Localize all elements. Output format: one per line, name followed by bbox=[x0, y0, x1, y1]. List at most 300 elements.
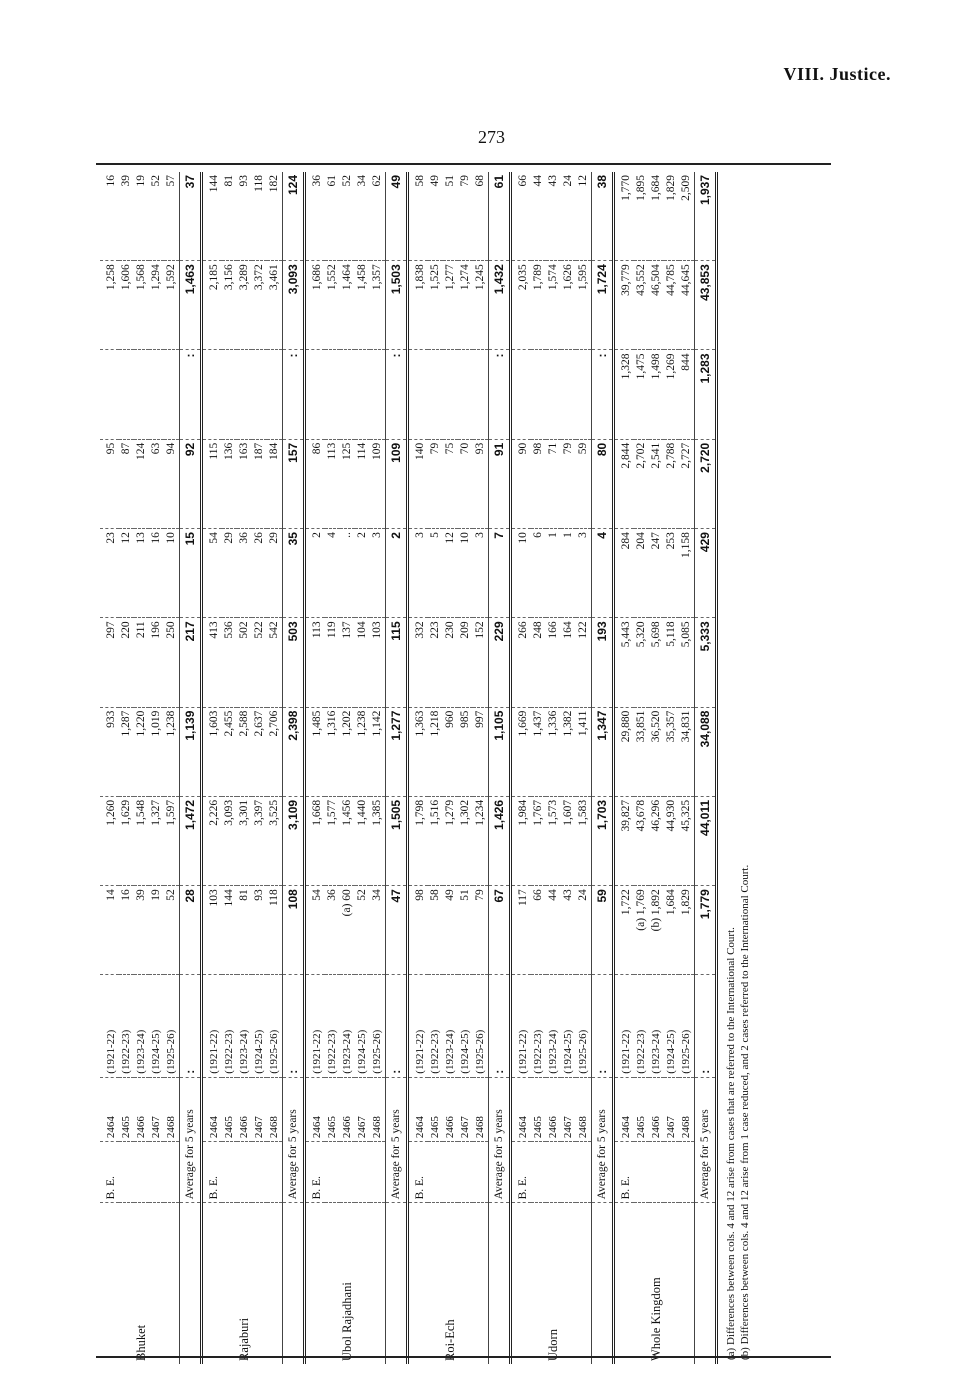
data-cell: 14 bbox=[100, 886, 119, 975]
data-cell: 1,269 bbox=[664, 350, 679, 439]
district-name: Ubol Rajadhani bbox=[340, 1282, 354, 1361]
data-cell: 536 bbox=[222, 618, 237, 707]
district-name: Udorn bbox=[546, 1329, 560, 1361]
average-cell: 1,426 bbox=[489, 796, 511, 885]
data-cell: 3 bbox=[473, 529, 489, 618]
year-be: 2466 bbox=[340, 1077, 355, 1141]
data-cell: 43 bbox=[561, 886, 576, 975]
year-period: (1924-25) bbox=[252, 975, 267, 1077]
data-cell: 844 bbox=[679, 350, 695, 439]
data-cell: 12 bbox=[443, 529, 458, 618]
data-cell: 98 bbox=[531, 439, 546, 528]
district-name bbox=[408, 1203, 429, 1364]
district-name bbox=[164, 1203, 180, 1364]
data-cell: 95 bbox=[100, 439, 119, 528]
average-cell: 429 bbox=[695, 529, 717, 618]
district-name bbox=[614, 1203, 635, 1364]
year-be: 2464 bbox=[408, 1077, 429, 1141]
average-cell: 1,503 bbox=[386, 261, 408, 350]
footnote-b: (b) Differences between cols. 4 and 12 arise from 1 case reduced, and 2 cases referred to the International Court. bbox=[739, 864, 751, 1360]
data-cell: 2 bbox=[305, 529, 326, 618]
average-cell: 1,472 bbox=[180, 796, 202, 885]
data-cell bbox=[561, 350, 576, 439]
data-cell: 16 bbox=[119, 886, 134, 975]
data-cell: 1,440 bbox=[355, 796, 370, 885]
data-cell: 29 bbox=[267, 529, 283, 618]
data-cell bbox=[252, 350, 267, 439]
district-name bbox=[267, 1203, 283, 1364]
year-period: (1924-25) bbox=[664, 975, 679, 1077]
data-cell: 1,294 bbox=[149, 261, 164, 350]
year-be: 2466 bbox=[649, 1077, 664, 1141]
era-label bbox=[267, 1142, 283, 1203]
data-cell: 1,238 bbox=[164, 707, 180, 796]
data-cell: 1,202 bbox=[340, 707, 355, 796]
data-cell: 2,509 bbox=[679, 172, 695, 261]
data-cell: 1,142 bbox=[370, 707, 386, 796]
year-be: 2468 bbox=[164, 1077, 180, 1141]
data-cell: 1,789 bbox=[531, 261, 546, 350]
data-cell: 1,686 bbox=[305, 261, 326, 350]
data-cell: 52 bbox=[164, 886, 180, 975]
district-name bbox=[561, 1203, 576, 1364]
data-cell: 1,437 bbox=[531, 707, 546, 796]
district-name bbox=[531, 1203, 546, 1364]
year-be: 2468 bbox=[267, 1077, 283, 1141]
data-cell: 10 bbox=[164, 529, 180, 618]
year-period: (1922-23) bbox=[428, 975, 443, 1077]
year-be: 2465 bbox=[531, 1077, 546, 1141]
average-spacer bbox=[283, 1203, 305, 1364]
data-cell: 163 bbox=[237, 439, 252, 528]
data-cell: 2,035 bbox=[511, 261, 532, 350]
average-cell: 44,011 bbox=[695, 796, 717, 885]
data-cell bbox=[340, 350, 355, 439]
data-cell: 10 bbox=[458, 529, 473, 618]
average-cell: 1,139 bbox=[180, 707, 202, 796]
data-cell: 93 bbox=[473, 439, 489, 528]
data-cell: 46,296 bbox=[649, 796, 664, 885]
average-cell: 61 bbox=[489, 172, 511, 261]
era-label: B. E. bbox=[511, 1142, 532, 1203]
average-cell: 1,505 bbox=[386, 796, 408, 885]
average-cell: 1,347 bbox=[592, 707, 614, 796]
data-cell: 1 bbox=[546, 529, 561, 618]
data-cell: 1,984 bbox=[511, 796, 532, 885]
data-cell bbox=[202, 350, 223, 439]
data-cell: 75 bbox=[443, 439, 458, 528]
year-period: (1921-22) bbox=[408, 975, 429, 1077]
year-period: (1921-22) bbox=[614, 975, 635, 1077]
data-cell: 5,085 bbox=[679, 618, 695, 707]
data-cell: 1,548 bbox=[134, 796, 149, 885]
data-cell: 3 bbox=[408, 529, 429, 618]
data-cell: 58 bbox=[428, 886, 443, 975]
average-cell: : bbox=[695, 975, 717, 1077]
data-cell: 52 bbox=[340, 172, 355, 261]
section-heading: VIII. Justice. bbox=[783, 64, 891, 84]
year-period: (1924-25) bbox=[458, 975, 473, 1077]
average-cell: : bbox=[592, 975, 614, 1077]
era-label: B. E. bbox=[100, 1142, 119, 1203]
data-cell: 1,327 bbox=[149, 796, 164, 885]
data-cell: 1,597 bbox=[164, 796, 180, 885]
data-cell: 46,504 bbox=[649, 261, 664, 350]
data-cell: 3,093 bbox=[222, 796, 237, 885]
bottom-rule bbox=[96, 1356, 831, 1358]
table-row bbox=[252, 172, 267, 1364]
data-cell: 1,603 bbox=[202, 707, 223, 796]
data-cell: 39 bbox=[134, 886, 149, 975]
table-row bbox=[649, 172, 664, 1364]
data-cell: 248 bbox=[531, 618, 546, 707]
average-row bbox=[283, 172, 305, 1364]
data-cell: 109 bbox=[370, 439, 386, 528]
average-cell: 1,703 bbox=[592, 796, 614, 885]
year-period: (1922-23) bbox=[119, 975, 134, 1077]
era-label bbox=[531, 1142, 546, 1203]
average-row bbox=[386, 172, 408, 1364]
table-row bbox=[614, 172, 635, 1364]
average-spacer bbox=[695, 1203, 717, 1364]
data-cell: 19 bbox=[149, 886, 164, 975]
era-label bbox=[649, 1142, 664, 1203]
average-cell: 1,283 bbox=[695, 350, 717, 439]
year-be: 2464 bbox=[100, 1077, 119, 1141]
average-cell: 5,333 bbox=[695, 618, 717, 707]
average-cell: 35 bbox=[283, 529, 305, 618]
data-cell: 2,637 bbox=[252, 707, 267, 796]
data-cell: 1,238 bbox=[355, 707, 370, 796]
year-period: (1922-23) bbox=[634, 975, 649, 1077]
average-spacer bbox=[489, 1203, 511, 1364]
data-cell: 284 bbox=[614, 529, 635, 618]
year-be: 2468 bbox=[679, 1077, 695, 1141]
data-cell: 144 bbox=[222, 886, 237, 975]
data-cell: 1,722 bbox=[614, 886, 635, 975]
data-cell bbox=[100, 350, 119, 439]
data-cell: 94 bbox=[164, 439, 180, 528]
era-label bbox=[546, 1142, 561, 1203]
era-label bbox=[149, 1142, 164, 1203]
data-cell: 57 bbox=[164, 172, 180, 261]
year-be: 2467 bbox=[458, 1077, 473, 1141]
data-cell: 62 bbox=[370, 172, 386, 261]
data-cell: 1,385 bbox=[370, 796, 386, 885]
year-be: 2464 bbox=[511, 1077, 532, 1141]
data-cell bbox=[267, 350, 283, 439]
data-cell: 81 bbox=[237, 886, 252, 975]
data-cell: 3 bbox=[576, 529, 592, 618]
table-row bbox=[634, 172, 649, 1364]
district-name: Rajaburi bbox=[237, 1317, 251, 1361]
average-cell: : bbox=[489, 975, 511, 1077]
data-cell: 1,158 bbox=[679, 529, 695, 618]
year-period: (1924-25) bbox=[561, 975, 576, 1077]
data-cell: 1,274 bbox=[458, 261, 473, 350]
data-cell bbox=[325, 350, 340, 439]
data-cell: 247 bbox=[649, 529, 664, 618]
data-cell: 39,779 bbox=[614, 261, 635, 350]
era-label bbox=[325, 1142, 340, 1203]
data-cell: 52 bbox=[149, 172, 164, 261]
data-cell bbox=[370, 350, 386, 439]
data-cell: 502 bbox=[237, 618, 252, 707]
data-cell: 3,525 bbox=[267, 796, 283, 885]
data-cell: 144 bbox=[202, 172, 223, 261]
data-cell: 137 bbox=[340, 618, 355, 707]
data-cell: 1,464 bbox=[340, 261, 355, 350]
data-cell: 182 bbox=[267, 172, 283, 261]
average-cell: 503 bbox=[283, 618, 305, 707]
data-cell: 13 bbox=[134, 529, 149, 618]
data-cell: 204 bbox=[634, 529, 649, 618]
data-cell: 70 bbox=[458, 439, 473, 528]
average-label: Average for 5 years bbox=[386, 1077, 408, 1203]
data-cell: 1,475 bbox=[634, 350, 649, 439]
data-cell bbox=[355, 350, 370, 439]
data-cell: 1,552 bbox=[325, 261, 340, 350]
average-cell: 43,853 bbox=[695, 261, 717, 350]
data-cell: 79 bbox=[458, 172, 473, 261]
data-cell: 19 bbox=[134, 172, 149, 261]
data-cell: 35,357 bbox=[664, 707, 679, 796]
average-cell: 34,088 bbox=[695, 707, 717, 796]
year-be: 2465 bbox=[119, 1077, 134, 1141]
average-cell: 1,277 bbox=[386, 707, 408, 796]
data-cell: 1,577 bbox=[325, 796, 340, 885]
year-period: (1922-23) bbox=[531, 975, 546, 1077]
year-period: (1925-26) bbox=[679, 975, 695, 1077]
average-cell: 2 bbox=[386, 529, 408, 618]
justice-statistics-table bbox=[100, 172, 718, 1364]
data-cell: 93 bbox=[252, 886, 267, 975]
era-label bbox=[679, 1142, 695, 1203]
era-label bbox=[443, 1142, 458, 1203]
data-cell: 1,629 bbox=[119, 796, 134, 885]
year-be: 2466 bbox=[237, 1077, 252, 1141]
average-cell: 7 bbox=[489, 529, 511, 618]
data-cell: 1,684 bbox=[664, 886, 679, 975]
data-cell: 103 bbox=[202, 886, 223, 975]
year-period: (1925-26) bbox=[370, 975, 386, 1077]
data-cell: 1,220 bbox=[134, 707, 149, 796]
average-cell: 4 bbox=[592, 529, 614, 618]
era-label bbox=[428, 1142, 443, 1203]
table-row bbox=[679, 172, 695, 1364]
year-be: 2465 bbox=[634, 1077, 649, 1141]
year-period: (1925-26) bbox=[576, 975, 592, 1077]
data-cell: 68 bbox=[473, 172, 489, 261]
data-cell: 211 bbox=[134, 618, 149, 707]
data-cell: 1,607 bbox=[561, 796, 576, 885]
data-cell: 44 bbox=[546, 886, 561, 975]
data-cell: 39,827 bbox=[614, 796, 635, 885]
year-period: (1921-22) bbox=[305, 975, 326, 1077]
page-number: 273 bbox=[478, 127, 505, 147]
table-row bbox=[511, 172, 532, 1364]
data-cell: 2,588 bbox=[237, 707, 252, 796]
data-cell bbox=[305, 350, 326, 439]
average-label: Average for 5 years bbox=[283, 1077, 305, 1203]
table-row bbox=[576, 172, 592, 1364]
era-label bbox=[340, 1142, 355, 1203]
district-name: Whole Kingdom bbox=[649, 1277, 663, 1361]
data-cell: 34 bbox=[370, 886, 386, 975]
average-cell: 3,093 bbox=[283, 261, 305, 350]
data-cell: 1,595 bbox=[576, 261, 592, 350]
data-cell bbox=[164, 350, 180, 439]
district-name: Bhuket bbox=[134, 1324, 148, 1361]
average-cell: : bbox=[386, 350, 408, 439]
data-cell: 51 bbox=[458, 886, 473, 975]
data-cell bbox=[149, 350, 164, 439]
data-cell: 3,372 bbox=[252, 261, 267, 350]
data-cell: 36 bbox=[325, 886, 340, 975]
era-label bbox=[237, 1142, 252, 1203]
year-period: (1924-25) bbox=[149, 975, 164, 1077]
data-cell: 1,328 bbox=[614, 350, 635, 439]
data-cell: 1,838 bbox=[408, 261, 429, 350]
data-cell: 26 bbox=[252, 529, 267, 618]
year-period: (1924-25) bbox=[355, 975, 370, 1077]
data-cell: 3,301 bbox=[237, 796, 252, 885]
table-row bbox=[664, 172, 679, 1364]
data-cell: 4 bbox=[325, 529, 340, 618]
data-cell: 136 bbox=[222, 439, 237, 528]
data-cell: 140 bbox=[408, 439, 429, 528]
data-cell: 118 bbox=[252, 172, 267, 261]
data-cell bbox=[237, 350, 252, 439]
data-cell: 118 bbox=[267, 886, 283, 975]
year-period: (1922-23) bbox=[325, 975, 340, 1077]
data-cell: 2,727 bbox=[679, 439, 695, 528]
table-row bbox=[473, 172, 489, 1364]
average-label: Average for 5 years bbox=[489, 1077, 511, 1203]
data-cell bbox=[222, 350, 237, 439]
district-name bbox=[428, 1203, 443, 1364]
data-cell: 1,798 bbox=[408, 796, 429, 885]
data-cell: 1,895 bbox=[634, 172, 649, 261]
year-be: 2465 bbox=[325, 1077, 340, 1141]
data-cell: 5,118 bbox=[664, 618, 679, 707]
data-cell: 29,880 bbox=[614, 707, 635, 796]
data-cell: 93 bbox=[237, 172, 252, 261]
district-name bbox=[679, 1203, 695, 1364]
average-row bbox=[489, 172, 511, 1364]
average-cell: : bbox=[386, 975, 408, 1077]
data-cell: 2,185 bbox=[202, 261, 223, 350]
district-name bbox=[511, 1203, 532, 1364]
data-cell: 2,226 bbox=[202, 796, 223, 885]
average-cell: : bbox=[180, 350, 202, 439]
era-label bbox=[561, 1142, 576, 1203]
data-cell: 79 bbox=[473, 886, 489, 975]
table-row bbox=[237, 172, 252, 1364]
data-cell: 230 bbox=[443, 618, 458, 707]
data-cell: 1,260 bbox=[100, 796, 119, 885]
data-cell: 44,930 bbox=[664, 796, 679, 885]
data-cell: 5,698 bbox=[649, 618, 664, 707]
year-be: 2468 bbox=[370, 1077, 386, 1141]
data-cell: 36 bbox=[305, 172, 326, 261]
footnote-a: (a) Differences between cols. 4 and 12 arise from cases that are referred to the International Court. bbox=[725, 927, 737, 1360]
era-label: B. E. bbox=[614, 1142, 635, 1203]
data-cell: (a) 60 bbox=[340, 886, 355, 975]
data-cell: 52 bbox=[355, 886, 370, 975]
data-cell: 1,411 bbox=[576, 707, 592, 796]
data-cell: 66 bbox=[511, 172, 532, 261]
data-cell: 2 bbox=[355, 529, 370, 618]
district-name bbox=[634, 1203, 649, 1364]
data-cell: 1,573 bbox=[546, 796, 561, 885]
average-label: Average for 5 years bbox=[180, 1077, 202, 1203]
data-cell: 413 bbox=[202, 618, 223, 707]
data-cell: 1,456 bbox=[340, 796, 355, 885]
data-cell: 253 bbox=[664, 529, 679, 618]
year-be: 2467 bbox=[664, 1077, 679, 1141]
data-cell: 44,645 bbox=[679, 261, 695, 350]
data-cell: 266 bbox=[511, 618, 532, 707]
data-cell: 1,357 bbox=[370, 261, 386, 350]
data-cell: 164 bbox=[561, 618, 576, 707]
data-cell: 1,669 bbox=[511, 707, 532, 796]
data-cell: 87 bbox=[119, 439, 134, 528]
district-name bbox=[370, 1203, 386, 1364]
year-period: (1923-24) bbox=[443, 975, 458, 1077]
data-cell: 2,844 bbox=[614, 439, 635, 528]
year-be: 2464 bbox=[202, 1077, 223, 1141]
year-be: 2467 bbox=[149, 1077, 164, 1141]
average-cell: 92 bbox=[180, 439, 202, 528]
table-row bbox=[458, 172, 473, 1364]
data-cell: 1,525 bbox=[428, 261, 443, 350]
district-name bbox=[149, 1203, 164, 1364]
data-cell: 1,829 bbox=[679, 886, 695, 975]
era-label bbox=[473, 1142, 489, 1203]
average-cell: 1,937 bbox=[695, 172, 717, 261]
data-cell: 1,363 bbox=[408, 707, 429, 796]
district-name bbox=[305, 1203, 326, 1364]
data-cell: 54 bbox=[305, 886, 326, 975]
table-body bbox=[100, 172, 717, 1364]
year-period: (1923-24) bbox=[237, 975, 252, 1077]
data-cell: 3 bbox=[370, 529, 386, 618]
average-cell: 15 bbox=[180, 529, 202, 618]
table-row bbox=[119, 172, 134, 1364]
data-cell: 5 bbox=[428, 529, 443, 618]
average-cell: 217 bbox=[180, 618, 202, 707]
year-be: 2464 bbox=[305, 1077, 326, 1141]
data-cell bbox=[443, 350, 458, 439]
era-label: B. E. bbox=[305, 1142, 326, 1203]
average-cell: : bbox=[592, 350, 614, 439]
data-cell: 44,785 bbox=[664, 261, 679, 350]
data-cell: 51 bbox=[443, 172, 458, 261]
average-cell: 38 bbox=[592, 172, 614, 261]
data-cell: 196 bbox=[149, 618, 164, 707]
data-cell: 1,684 bbox=[649, 172, 664, 261]
data-cell: 124 bbox=[134, 439, 149, 528]
average-cell: 1,779 bbox=[695, 886, 717, 975]
year-period: (1925-26) bbox=[164, 975, 180, 1077]
data-cell: 2,541 bbox=[649, 439, 664, 528]
table-row bbox=[149, 172, 164, 1364]
data-cell: 1,592 bbox=[164, 261, 180, 350]
data-cell: 115 bbox=[202, 439, 223, 528]
data-cell: 2,702 bbox=[634, 439, 649, 528]
data-cell: 44 bbox=[531, 172, 546, 261]
